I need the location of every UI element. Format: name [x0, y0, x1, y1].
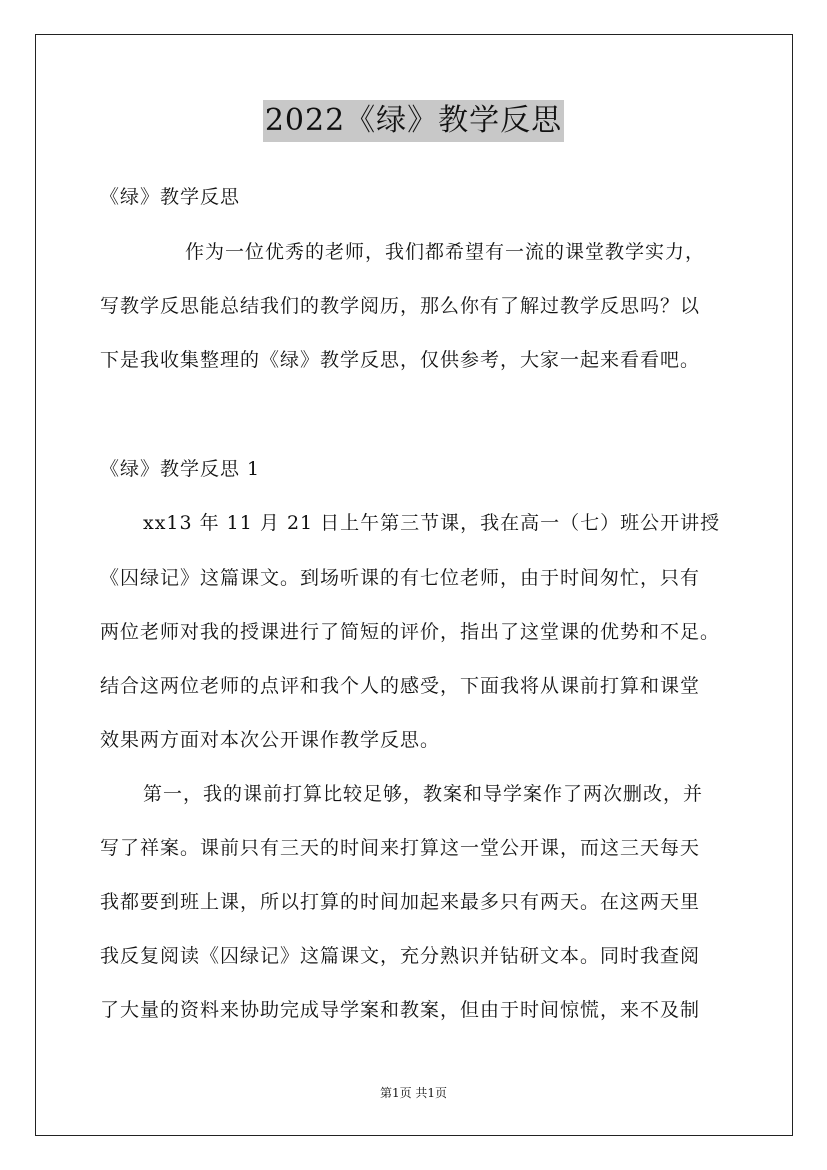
section-heading: 《绿》教学反思 1	[100, 458, 261, 480]
page-footer: 第1页 共1页	[379, 1086, 448, 1100]
body-line: xx13 年 11 月 21 日上午第三节课，我在高一（七）班公开讲授	[143, 512, 721, 534]
body-line: 两位老师对我的授课进行了简短的评价，指出了这堂课的优势和不足。	[100, 621, 721, 643]
document-title: 2022《绿》教学反思	[263, 100, 564, 142]
subtitle: 《绿》教学反思	[100, 186, 241, 208]
body-line: 结合这两位老师的点评和我个人的感受，下面我将从课前打算和课堂	[100, 675, 701, 697]
body-line: 第一，我的课前打算比较足够，教案和导学案作了两次删改，并	[143, 783, 704, 805]
body-line: 了大量的资料来协助完成导学案和教案，但由于时间惊慌，来不及制	[100, 999, 701, 1021]
intro-line: 写教学反思能总结我们的教学阅历，那么你有了解过教学反思吗？以	[100, 295, 701, 317]
body-line: 我反复阅读《囚绿记》这篇课文，充分熟识并钻研文本。同时我查阅	[100, 945, 701, 967]
body-line: 写了祥案。课前只有三天的时间来打算这一堂公开课，而这三天每天	[100, 837, 701, 859]
body-line: 我都要到班上课，所以打算的时间加起来最多只有两天。在这两天里	[100, 891, 701, 913]
body-line: 效果两方面对本次公开课作教学反思。	[100, 729, 441, 751]
intro-line: 作为一位优秀的老师，我们都希望有一流的课堂教学实力，	[185, 241, 706, 263]
title-wrap	[0, 100, 827, 142]
intro-line: 下是我收集整理的《绿》教学反思，仅供参考，大家一起来看看吧。	[100, 349, 701, 371]
body-line: 《囚绿记》这篇课文。到场听课的有七位老师，由于时间匆忙，只有	[100, 567, 701, 589]
